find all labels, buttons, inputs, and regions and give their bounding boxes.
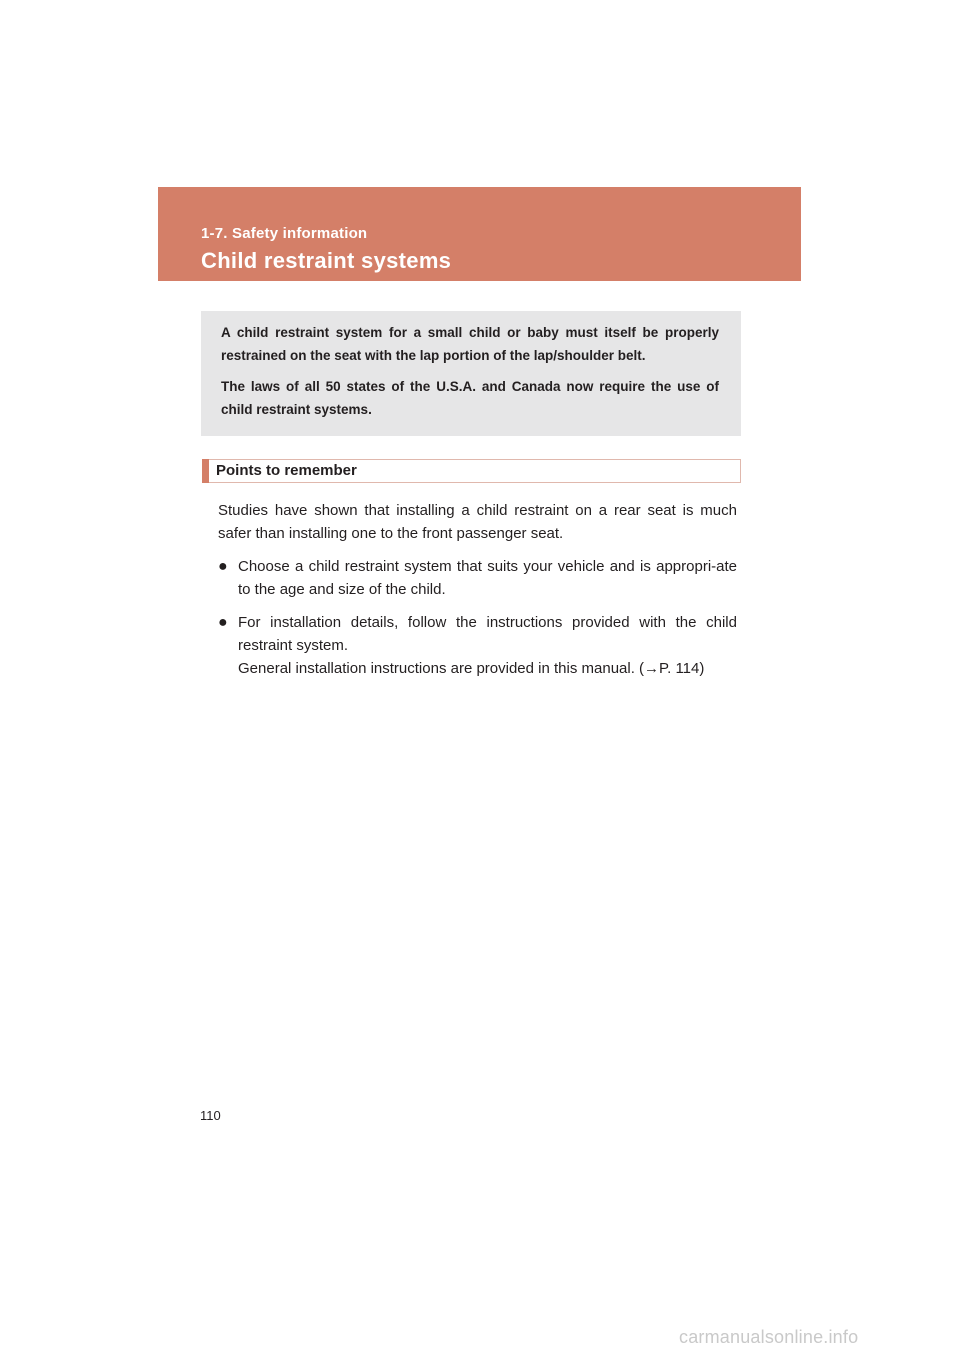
heading-accent-bar bbox=[202, 459, 209, 483]
bullet-item-2 bbox=[218, 611, 737, 680]
section-label: 1-7. Safety information bbox=[201, 225, 368, 242]
intro-box bbox=[201, 311, 741, 436]
page-title: Child restraint systems bbox=[201, 248, 452, 273]
intro-paragraph-1: A child restraint system for a small child or baby must itself be properly restrained on the seat with the lap portion of the lap/shoulder belt. bbox=[221, 325, 719, 363]
header-band bbox=[158, 187, 801, 281]
bullet-dot-icon: ● bbox=[218, 614, 228, 631]
bullet-item-1 bbox=[218, 555, 737, 601]
page-number: 110 bbox=[200, 1108, 221, 1123]
points-body bbox=[218, 499, 737, 690]
points-heading: Points to remember bbox=[216, 462, 357, 479]
watermark: carmanualsonline.info bbox=[679, 1327, 859, 1347]
points-heading-box bbox=[202, 459, 741, 483]
bullet-dot-icon: ● bbox=[218, 558, 228, 575]
bullet-text-2-continued[interactable]: General installation instructions are provided in this manual. (→P. 114) bbox=[238, 660, 705, 677]
bullet-text-1: Choose a child restraint system that suits your vehicle and is appropri-ate to the age and size of the child. bbox=[238, 558, 737, 598]
bullet-text-2: For installation details, follow the instructions provided with the child restraint system. bbox=[238, 614, 737, 654]
points-lead: Studies have shown that installing a child restraint on a rear seat is much safer than installing one to the front passenger seat. bbox=[218, 502, 737, 542]
intro-paragraph-2: The laws of all 50 states of the U.S.A. and Canada now require the use of child restraint systems. bbox=[221, 379, 719, 417]
